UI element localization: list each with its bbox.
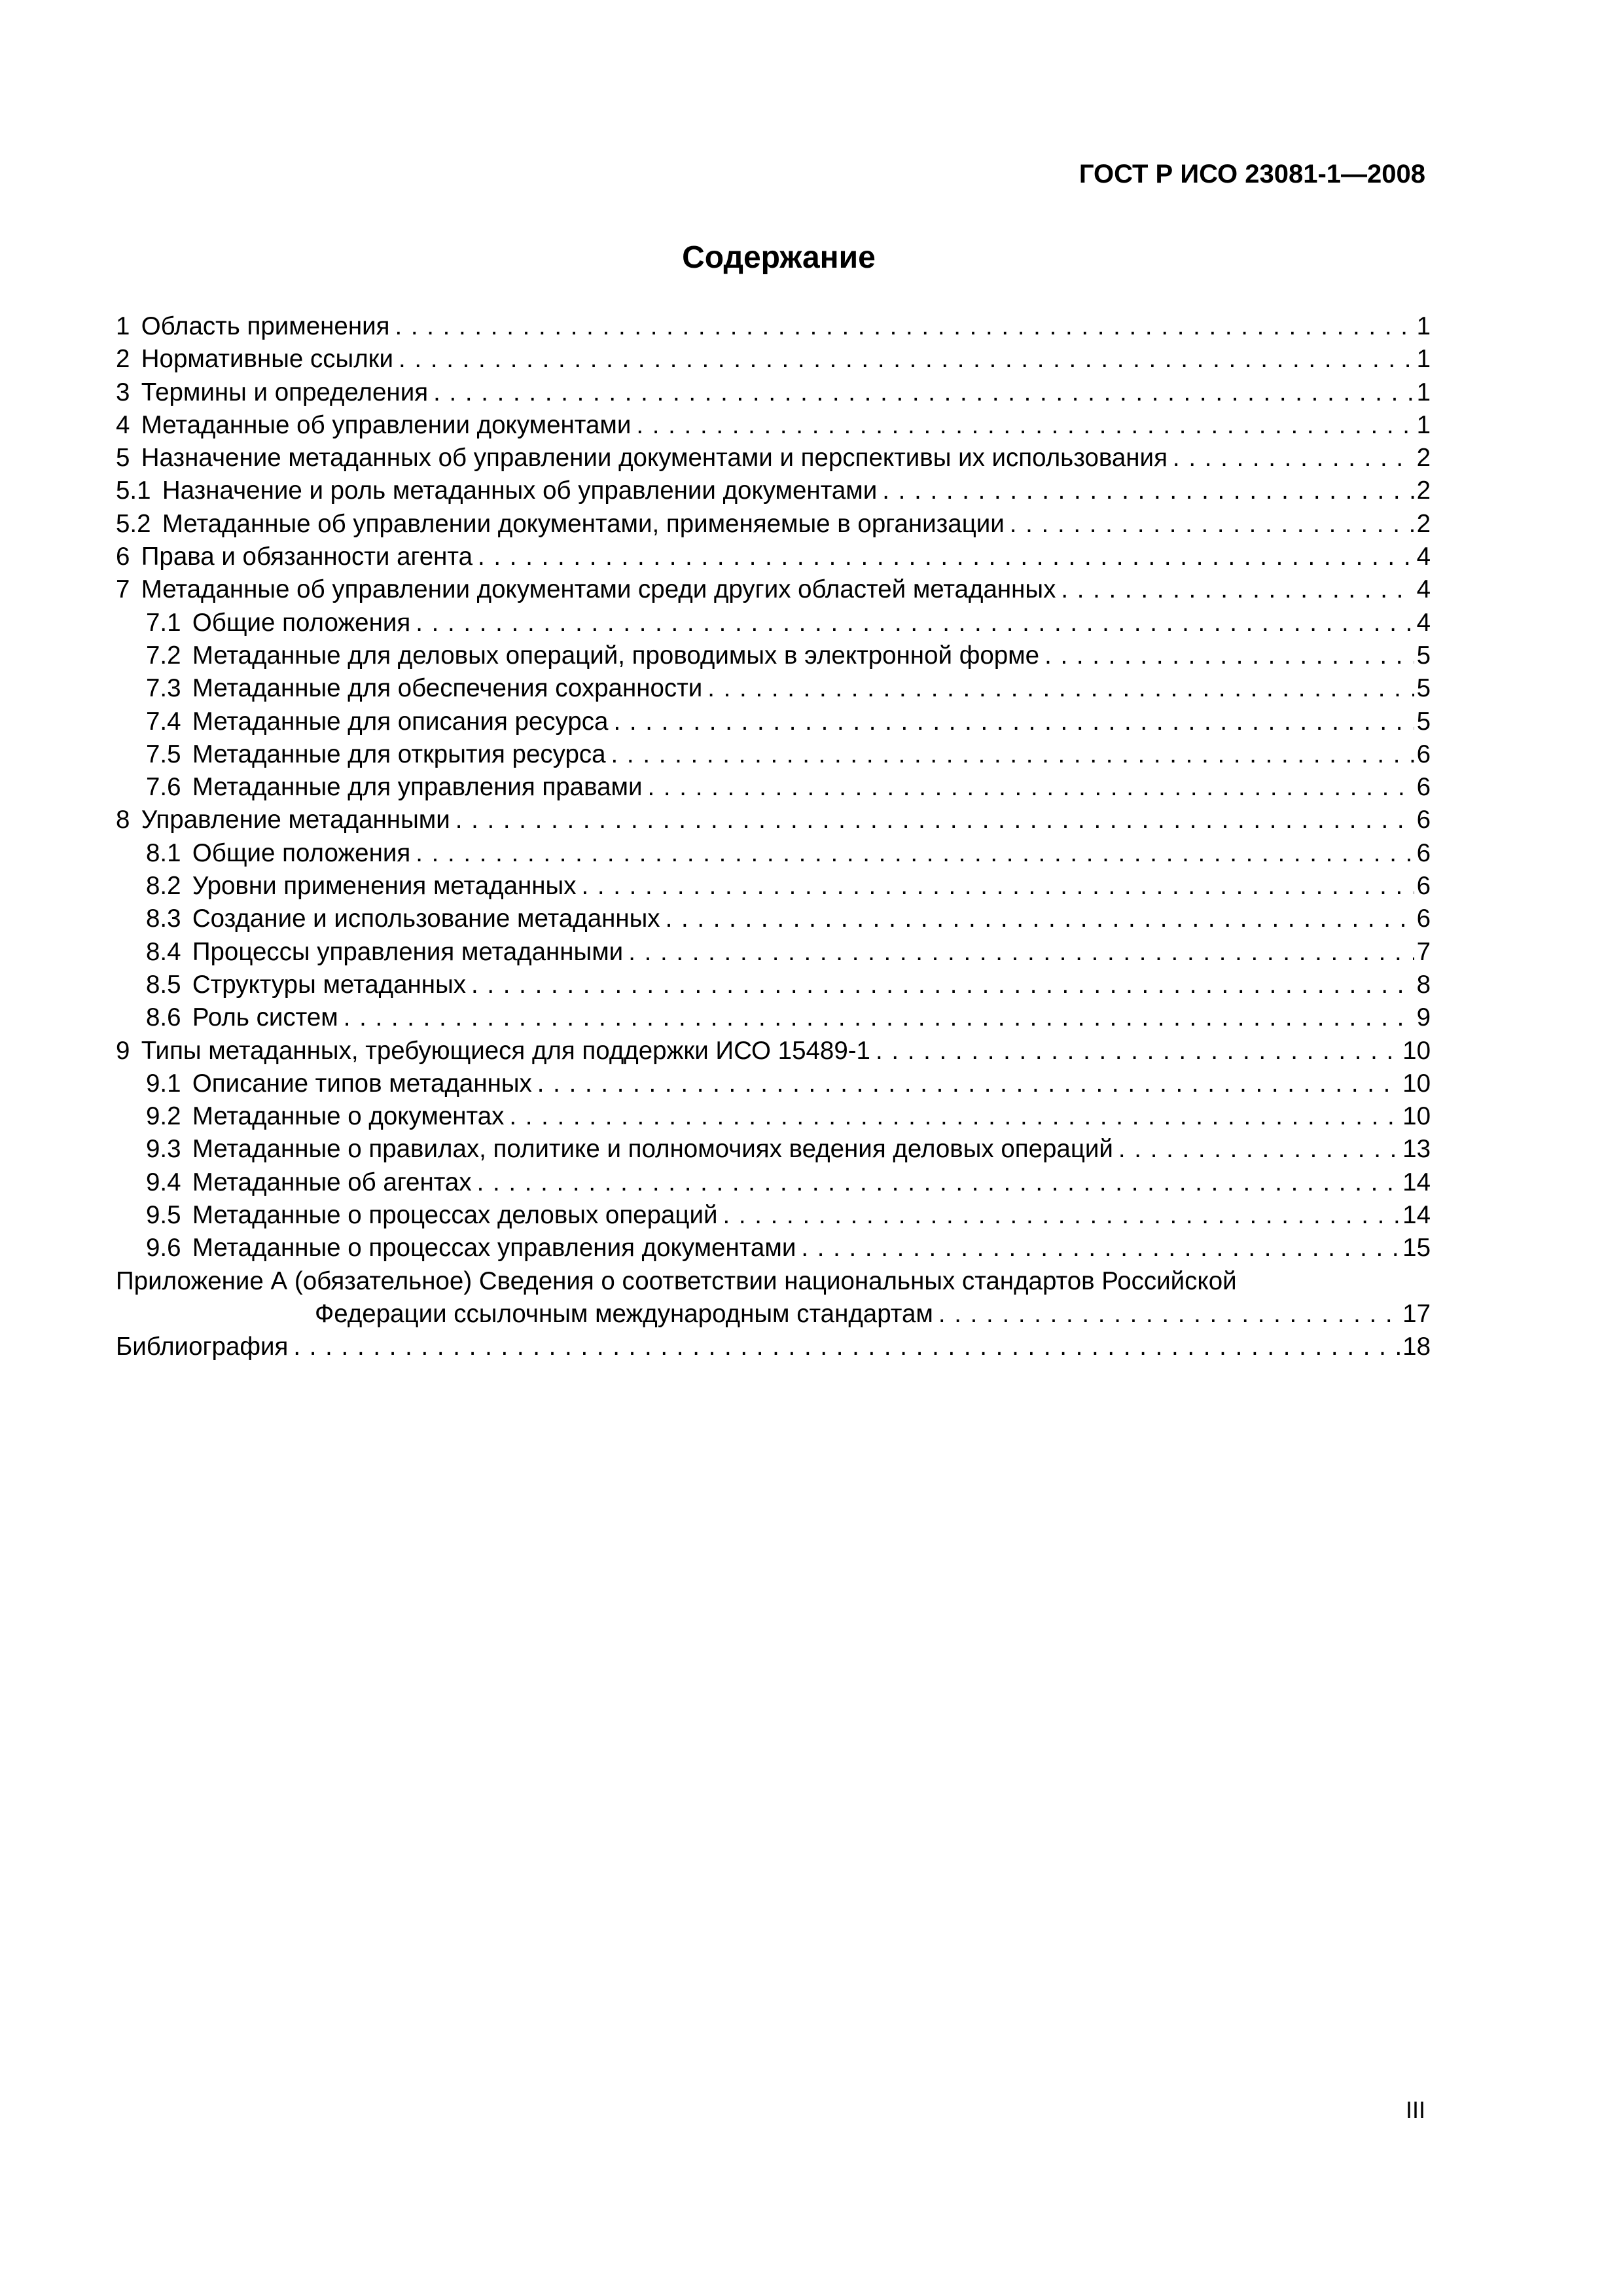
toc-entry-title: Общие положения <box>192 608 411 637</box>
toc-entry[interactable] <box>116 738 1431 771</box>
toc-entry-number: 7.2 <box>146 641 181 670</box>
toc-dot-leader <box>477 1166 1400 1199</box>
toc-entry-page: 10 <box>1402 1102 1431 1131</box>
toc-entry[interactable] <box>116 573 1431 606</box>
toc-entry[interactable] <box>116 936 1431 969</box>
toc-entry-title: Метаданные для деловых операций, проводимых в электронной форме <box>192 641 1040 670</box>
toc-dot-leader <box>1118 1133 1400 1166</box>
toc-dot-leader <box>648 771 1414 804</box>
toc-entry-number: 8.2 <box>146 872 181 901</box>
toc-entry-page: 7 <box>1416 937 1431 966</box>
toc-dot-leader <box>537 1067 1400 1100</box>
toc-entry[interactable] <box>116 607 1431 639</box>
toc-entry-page: 18 <box>1402 1333 1431 1361</box>
toc-entry-number: 9 <box>116 1036 130 1065</box>
toc-entry-number: 8.4 <box>146 937 181 966</box>
toc-entry-page: 14 <box>1402 1168 1431 1196</box>
toc-entry-page: 6 <box>1416 773 1431 802</box>
toc-entry-page: 2 <box>1416 444 1431 473</box>
toc-entry-page: 17 <box>1402 1299 1431 1328</box>
toc-entry[interactable] <box>116 837 1431 870</box>
toc-entry-number: 7.1 <box>146 608 181 637</box>
toc-entry[interactable] <box>116 310 1431 343</box>
toc-entry[interactable] <box>116 1199 1431 1232</box>
toc-dot-leader <box>1061 573 1414 606</box>
toc-entry-number: 7.6 <box>146 773 181 802</box>
toc-dot-leader <box>876 1035 1400 1067</box>
toc-dot-leader <box>882 475 1414 507</box>
toc-entry-number: 6 <box>116 543 130 571</box>
toc-entry-number: 9.4 <box>146 1168 181 1196</box>
toc-entry-page: 15 <box>1402 1234 1431 1263</box>
toc-entry[interactable] <box>116 376 1431 409</box>
toc-entry-title: Метаданные для обеспечения сохранности <box>192 674 703 703</box>
toc-dot-leader <box>293 1331 1400 1363</box>
toc-dot-leader <box>395 310 1414 343</box>
toc-entry-page: 5 <box>1416 641 1431 670</box>
toc-entry-title: Права и обязанности агента <box>141 543 473 571</box>
toc-dot-leader <box>433 376 1414 409</box>
toc-dot-leader <box>416 607 1414 639</box>
toc-entry-number: 5.1 <box>116 476 151 505</box>
toc-dot-leader <box>611 738 1414 771</box>
toc-dot-leader <box>801 1232 1400 1265</box>
page-number: III <box>1405 2096 1425 2123</box>
toc-entry-number: 5.2 <box>116 509 151 538</box>
toc-entry-number: 9.5 <box>146 1201 181 1230</box>
toc-entry-number: 3 <box>116 378 130 406</box>
toc-dot-leader <box>478 541 1414 573</box>
toc-entry-title: Назначение метаданных об управлении документами и перспективы их использования <box>141 444 1168 473</box>
toc-entry[interactable] <box>116 870 1431 903</box>
toc-entry-number: 2 <box>116 345 130 374</box>
toc-entry[interactable] <box>116 1232 1431 1265</box>
toc-entry-number: 4 <box>116 410 130 439</box>
toc-dot-leader <box>1044 639 1414 672</box>
toc-entry-page: 1 <box>1416 410 1431 439</box>
toc-entry-title: Приложение А (обязательное) Сведения о соответствии национальных стандартов Российской <box>116 1266 1237 1295</box>
toc-entry[interactable] <box>116 1067 1431 1100</box>
toc-entry-number: 8.5 <box>146 970 181 999</box>
toc-entry[interactable] <box>116 475 1431 507</box>
toc-entry-title: Библиография <box>116 1333 289 1361</box>
toc-entry-page: 6 <box>1416 740 1431 768</box>
toc-entry-page: 6 <box>1416 905 1431 933</box>
toc-entry-title: Процессы управления метаданными <box>192 937 624 966</box>
toc-entry-page: 10 <box>1402 1069 1431 1098</box>
toc-dot-leader <box>613 706 1414 738</box>
toc-entry-page: 14 <box>1402 1201 1431 1230</box>
toc-entry-page: 10 <box>1402 1036 1431 1065</box>
toc-entry-title: Метаданные о процессах управления документами <box>192 1234 796 1263</box>
toc-entry-page: 6 <box>1416 872 1431 901</box>
toc-entry-title: Метаданные об агентах <box>192 1168 472 1196</box>
toc-entry[interactable] <box>116 1100 1431 1133</box>
toc-entry-title: Типы метаданных, требующиеся для поддержки ИСО 15489-1 <box>141 1036 870 1065</box>
toc-entry-page: 1 <box>1416 378 1431 406</box>
toc-entry-number: 9.2 <box>146 1102 181 1131</box>
toc-entry-title: Описание типов метаданных <box>192 1069 532 1098</box>
toc-dot-leader <box>707 672 1414 705</box>
toc-entry-page: 4 <box>1416 575 1431 604</box>
toc-entry-title: Назначение и роль метаданных об управлении документами <box>162 476 878 505</box>
toc-entry-number: 8.1 <box>146 838 181 867</box>
toc-entry-title: Общие положения <box>192 838 411 867</box>
toc-entry-title: Термины и определения <box>141 378 429 406</box>
toc-entry-page: 1 <box>1416 312 1431 340</box>
toc-entry[interactable] <box>116 771 1431 804</box>
toc-entry-page: 2 <box>1416 509 1431 538</box>
toc-dot-leader <box>581 870 1414 903</box>
toc-entry-page: 1 <box>1416 345 1431 374</box>
toc-entry-title: Метаданные об управлении документами <box>141 410 632 439</box>
toc-entry-number: 7 <box>116 575 130 604</box>
toc-entry-bibliography[interactable] <box>116 1331 1431 1363</box>
toc-entry-title: Нормативные ссылки <box>141 345 394 374</box>
toc-entry[interactable] <box>116 706 1431 738</box>
toc-entry-page: 4 <box>1416 608 1431 637</box>
toc-entry-page: 5 <box>1416 707 1431 736</box>
toc-entry-title: Метаданные для открытия ресурса <box>192 740 606 768</box>
toc-entry[interactable] <box>116 969 1431 1001</box>
toc-dot-leader <box>399 343 1414 376</box>
toc-entry[interactable] <box>116 343 1431 376</box>
toc-entry-page: 5 <box>1416 674 1431 703</box>
toc-entry-title: Структуры метаданных <box>192 970 466 999</box>
toc-entry-number: 9.6 <box>146 1234 181 1263</box>
toc-entry-title: Область применения <box>141 312 390 340</box>
toc-entry-page: 13 <box>1402 1135 1431 1164</box>
toc-entry[interactable] <box>116 1001 1431 1034</box>
toc-entry-title: Роль систем <box>192 1003 338 1032</box>
toc-entry-page: 6 <box>1416 838 1431 867</box>
toc-entry-number: 9.1 <box>146 1069 181 1098</box>
toc-entry-title: Метаданные о документах <box>192 1102 505 1131</box>
toc-entry-number: 8 <box>116 806 130 834</box>
toc-dot-leader <box>666 903 1414 935</box>
toc-entry[interactable] <box>116 639 1431 672</box>
toc-entry-page: 4 <box>1416 543 1431 571</box>
toc-entry-title: Метаданные для управления правами <box>192 773 643 802</box>
toc-entry-number: 8.3 <box>146 905 181 933</box>
toc-entry-page: 2 <box>1416 476 1431 505</box>
toc-dot-leader <box>1010 508 1414 541</box>
toc-entry[interactable] <box>116 804 1431 836</box>
toc-entry-number: 8.6 <box>146 1003 181 1032</box>
toc-entry-title: Управление метаданными <box>141 806 450 834</box>
toc-entry-page: 8 <box>1416 970 1431 999</box>
toc-title: Содержание <box>682 240 876 275</box>
toc-dot-leader <box>636 409 1414 442</box>
toc-entry-title: Федерации ссылочным международным стандартам <box>315 1299 933 1328</box>
toc-entry[interactable] <box>116 442 1431 475</box>
toc-entry-title: Уровни применения метаданных <box>192 872 577 901</box>
toc-entry[interactable] <box>116 409 1431 442</box>
toc-entry-appendix-continued[interactable] <box>116 1298 1431 1331</box>
toc-entry[interactable] <box>116 672 1431 705</box>
toc-entry-title: Создание и использование метаданных <box>192 905 660 933</box>
toc-entry-appendix[interactable] <box>116 1265 1431 1298</box>
toc-entry-number: 5 <box>116 444 130 473</box>
toc-entry-page: 6 <box>1416 806 1431 834</box>
toc-entry-number: 7.3 <box>146 674 181 703</box>
toc-dot-leader <box>722 1199 1400 1232</box>
toc-dot-leader <box>1173 442 1414 475</box>
toc-dot-leader <box>938 1298 1400 1331</box>
toc-dot-leader <box>344 1001 1414 1034</box>
toc-entry[interactable] <box>116 541 1431 573</box>
toc-dot-leader <box>455 804 1414 836</box>
document-code: ГОСТ Р ИСО 23081-1—2008 <box>1079 160 1425 188</box>
toc-entry[interactable] <box>116 508 1431 541</box>
toc-dot-leader <box>416 837 1414 870</box>
toc-entry-number: 9.3 <box>146 1135 181 1164</box>
toc-dot-leader <box>509 1100 1400 1133</box>
toc-entry-number: 1 <box>116 312 130 340</box>
toc-entry[interactable] <box>116 1166 1431 1199</box>
toc-entry-page: 9 <box>1416 1003 1431 1032</box>
toc-dot-leader <box>471 969 1414 1001</box>
toc-entry-title: Метаданные о правилах, политике и полномочиях ведения деловых операций <box>192 1135 1113 1164</box>
toc-entry-title: Метаданные для описания ресурса <box>192 707 609 736</box>
toc-dot-leader <box>628 936 1414 969</box>
toc-entry-number: 7.4 <box>146 707 181 736</box>
toc-entry-number: 7.5 <box>146 740 181 768</box>
table-of-contents <box>116 310 1431 1364</box>
toc-entry-title: Метаданные об управлении документами среди других областей метаданных <box>141 575 1056 604</box>
toc-entry-title: Метаданные об управлении документами, применяемые в организации <box>162 509 1005 538</box>
toc-entry-title: Метаданные о процессах деловых операций <box>192 1201 718 1230</box>
toc-entry[interactable] <box>116 903 1431 935</box>
toc-entry[interactable] <box>116 1133 1431 1166</box>
toc-entry[interactable] <box>116 1035 1431 1067</box>
